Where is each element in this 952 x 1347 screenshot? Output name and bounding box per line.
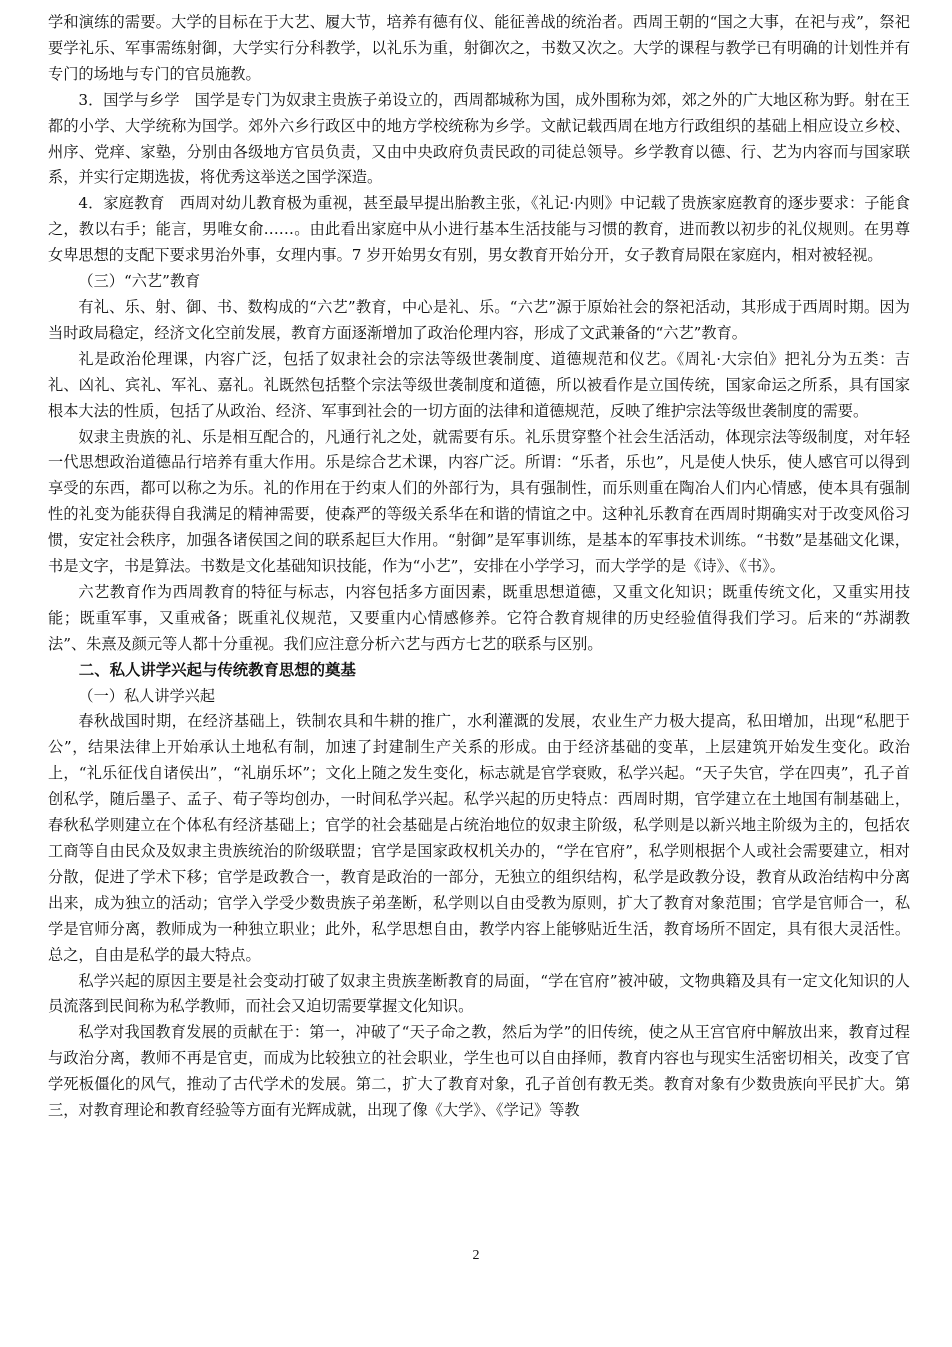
paragraph: 六艺教育作为西周教育的特征与标志，内容包括多方面因素，既重思想道德，又重文化知识；既重传统文化，又重实用技能；既重军事，又重戒备；既重礼仪规范，又要重内心情感修养。它符合教育规律的历史经验值得我们学习。后来的“苏湖教法”、朱熹及颜元等人都十分重视。我们应注意分析六艺与西方七艺的联系与区别。 [48,582,910,653]
paragraph: 3．国学与乡学 国学是专门为奴隶主贵族子弟设立的，西周都城称为国，成外围称为郊，郊之外的广大地区称为野。射在王都的小学、大学统称为国学。郊外六乡行政区中的地方学校统称为乡学。文献记载西周在地方行政组织的基础上相应设立乡校、州序、党痒、家塾，分别由各级地方官员负责，又由中央政府负责民政的司徒总领导。乡学教育以德、行、艺为内容而与国家联系，并实行定期选拔，将优秀这举送之国学深造。 [48,90,910,187]
paragraph: 春秋战国时期，在经济基础上，铁制农具和牛耕的推广，水利灌溉的发展，农业生产力极大提高，私田增加，出现“私肥于公”，结果法律上开始承认土地私有制，加速了封建制生产关系的形成。由于经济基础的变革，上层建筑开始发生变化。政治上，“礼乐征伐自诸侯出”，“礼崩乐坏”；文化上随之发生变化，标志就是官学衰败，私学兴起。“天子失官，学在四夷”，孔子首创私学，随后墨子、孟子、荀子等均创办，一时间私学兴起。私学兴起的历史特点：西周时期，官学建立在土地国有制基础上，春秋私学则建立在个体私有经济基础上；官学的社会基础是占统治地位的奴隶主阶级，私学则是以新兴地主阶级为主的，包括农工商等自由民众及奴隶主贵族统治的阶级联盟；官学是国家政权机关办的，“学在官府”，私学则根据个人或社会需要建立，相对分散，促进了学术下移；官学是政教合一，教育是政治的一部分，无独立的组织结构，私学是政教分设，教育从政治结构中分离出来，成为独立的活动；官学入学受少数贵族子弟垄断，私学则以自由受教为原则，扩大了教育对象范围；官学是官师合一，私学是官师分离，教师成为一种独立职业；此外，私学思想自由，教学内容上能够贴近生活，教育场所不固定，具有很大灵活性。总之，自由是私学的最大特点。 [48,712,910,964]
document-page [48,10,910,1124]
paragraph: 学和演练的需要。大学的目标在于大艺、履大节，培养有德有仪、能征善战的统治者。西周王朝的“国之大事，在祀与戎”，祭祀要学礼乐、军事需练射御，大学实行分科教学，以礼乐为重，射御次之，书数又次之。大学的课程与教学已有明确的计划性并有专门的场地与专门的官员施教。 [48,13,910,83]
subsection-heading: （一）私人讲学兴起 [78,686,216,705]
paragraph: 4．家庭教育 西周对幼儿教育极为重视，甚至最早提出胎教主张，《礼记·内则》中记载了贵族家庭教育的逐步要求：子能食之，教以右手；能言，男唯女俞……。由此看出家庭中从小进行基本生活技能与习惯的教育，进而教以初步的礼仪规则。在男尊女卑思想的支配下要求男治外事，女理内事。7 岁开始男女有别，男女教育开始分开，女子教育局限在家庭内，相对被轻视。 [48,194,910,265]
paragraph: 礼是政治伦理课，内容广泛，包括了奴隶社会的宗法等级世袭制度、道德规范和仪艺。《周礼·大宗伯》把礼分为五类：吉礼、凶礼、宾礼、军礼、嘉礼。礼既然包括整个宗法等级世袭制度和道德，所以被看作是立国传统，国家命运之所系，具有国家根本大法的性质，包括了从政治、经济、军事到社会的一切方面的法律和道德规范，反映了维护宗法等级世袭制度的需要。 [48,349,910,420]
paragraph: 私学兴起的原因主要是社会变动打破了奴隶主贵族垄断教育的局面，“学在官府”被冲破，文物典籍及具有一定文化知识的人员流落到民间称为私学教师，而社会又迫切需要掌握文化知识。 [48,971,910,1016]
paragraph: 有礼、乐、射、御、书、数构成的“六艺”教育，中心是礼、乐。“六艺”源于原始社会的祭祀活动，其形成于西周时期。因为当时政局稳定，经济文化空前发展，教育方面逐渐增加了政治伦理内容，形成了文武兼备的“六艺”教育。 [48,297,910,342]
paragraph: 奴隶主贵族的礼、乐是相互配合的，凡通行礼之处，就需要有乐。礼乐贯穿整个社会生活活动，体现宗法等级制度，对年轻一代思想政治道德品行培养有重大作用。乐是综合艺术课，内容广泛。所谓：“乐者，乐也”，凡是使人快乐，使人感官可以得到享受的东西，都可以称之为乐。礼的作用在于约束人们的外部行为，具有强制性，而乐则重在陶冶人们内心情感，使本具有强制性的礼变为能获得自我满足的精神需要，使森严的等级关系华在和谐的情谊之中。这种礼乐教育在西周时期确实对于改变风俗习惯，安定社会秩序，加强各诸侯国之间的联系起巨大作用。“射御”是军事训练，是基本的军事技术训练。“书数”是基础文化课，书是文字，书是算法。书数是文化基础知识技能，作为“小艺”，安排在小学学习，而大学学的是《诗》、《书》。 [48,427,910,576]
paragraph: 私学对我国教育发展的贡献在于：第一，冲破了“天子命之教，然后为学”的旧传统，使之从王宫官府中解放出来，教育过程与政治分离，教师不再是官吏，而成为比较独立的社会职业，学生也可以自由择师，教育内容也与现实生活密切相关，改变了官学死板僵化的风气，推动了古代学术的发展。第二，扩大了教育对象，孔子首创有教无类。教育对象有少数贵族向平民扩大。第三，对教育理论和教育经验等方面有光辉成就，出现了像《大学》、《学记》等教 [48,1023,910,1120]
section-heading: 二、私人讲学兴起与传统教育思想的奠基 [78,660,356,679]
subsection-heading: （三）“六艺”教育 [78,272,201,291]
page-number: 2 [472,1248,480,1263]
